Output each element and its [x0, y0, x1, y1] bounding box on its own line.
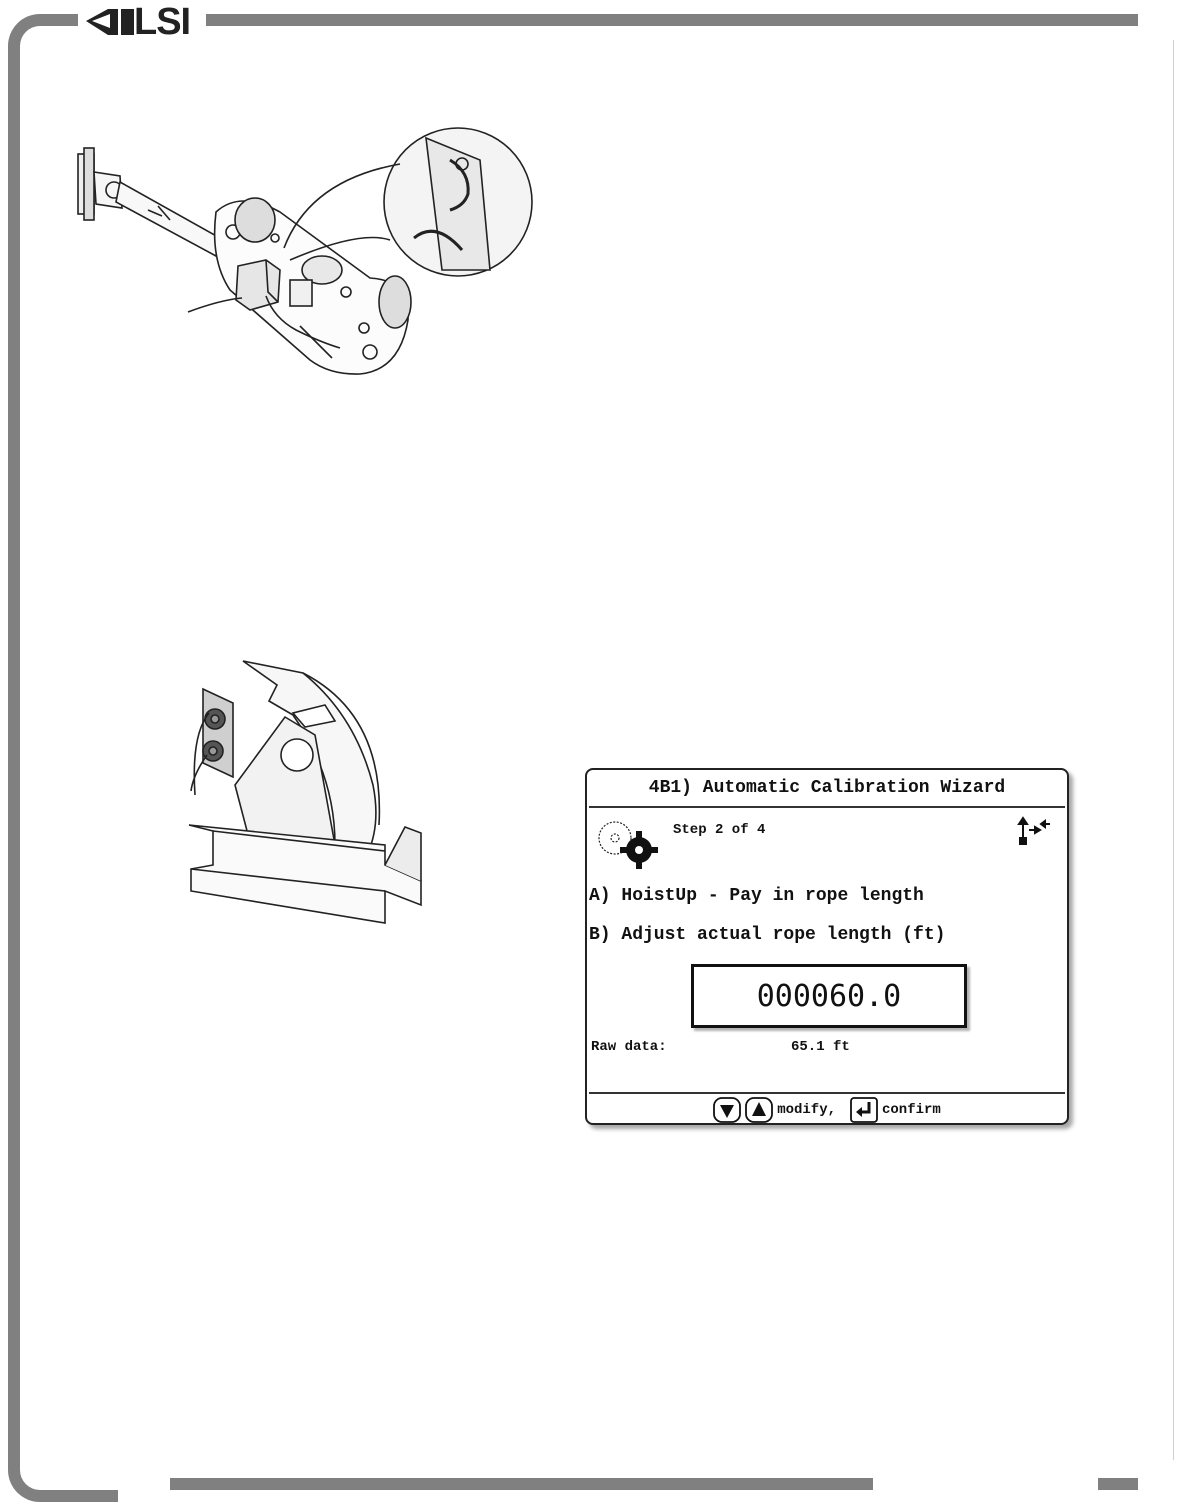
gears-icon	[591, 814, 663, 870]
screen-footer	[587, 1096, 1067, 1124]
wheel-sensor-illustration	[185, 655, 425, 925]
instruction-b: B) Adjust actual rope length (ft)	[589, 925, 946, 945]
lsi-logo-icon	[84, 5, 136, 39]
arrow-up-icon[interactable]	[745, 1097, 773, 1123]
step-indicator: Step 2 of 4	[673, 822, 766, 838]
frame-corner-top-left	[8, 14, 78, 94]
frame-left-bar	[8, 90, 20, 1430]
hoist-sheave-illustration	[70, 120, 540, 385]
screen-title: 4B1) Automatic Calibration Wizard	[648, 778, 1006, 798]
instruction-a: A) HoistUp - Pay in rope length	[589, 886, 924, 906]
hoist-icon	[1015, 816, 1051, 846]
enter-icon[interactable]	[850, 1097, 878, 1123]
lsi-logo	[84, 2, 206, 42]
arrow-down-icon[interactable]	[713, 1097, 741, 1123]
confirm-label: confirm	[882, 1102, 941, 1118]
frame-bottom-right-bar	[1098, 1478, 1138, 1490]
calibration-screen	[585, 768, 1069, 1125]
frame-bottom-bar	[170, 1478, 873, 1490]
raw-data-label: Raw data:	[591, 1039, 667, 1055]
modify-label: modify,	[777, 1102, 836, 1118]
frame-top-bar	[205, 14, 1138, 26]
frame-corner-bottom-left	[8, 1420, 118, 1502]
page-edge	[1173, 40, 1174, 1460]
title-divider	[589, 806, 1065, 808]
logo-text: LSI	[134, 1, 191, 43]
footer-divider	[589, 1092, 1065, 1094]
raw-data-value: 65.1 ft	[791, 1039, 850, 1055]
rope-length-value[interactable]: 000060.0	[691, 964, 967, 1028]
